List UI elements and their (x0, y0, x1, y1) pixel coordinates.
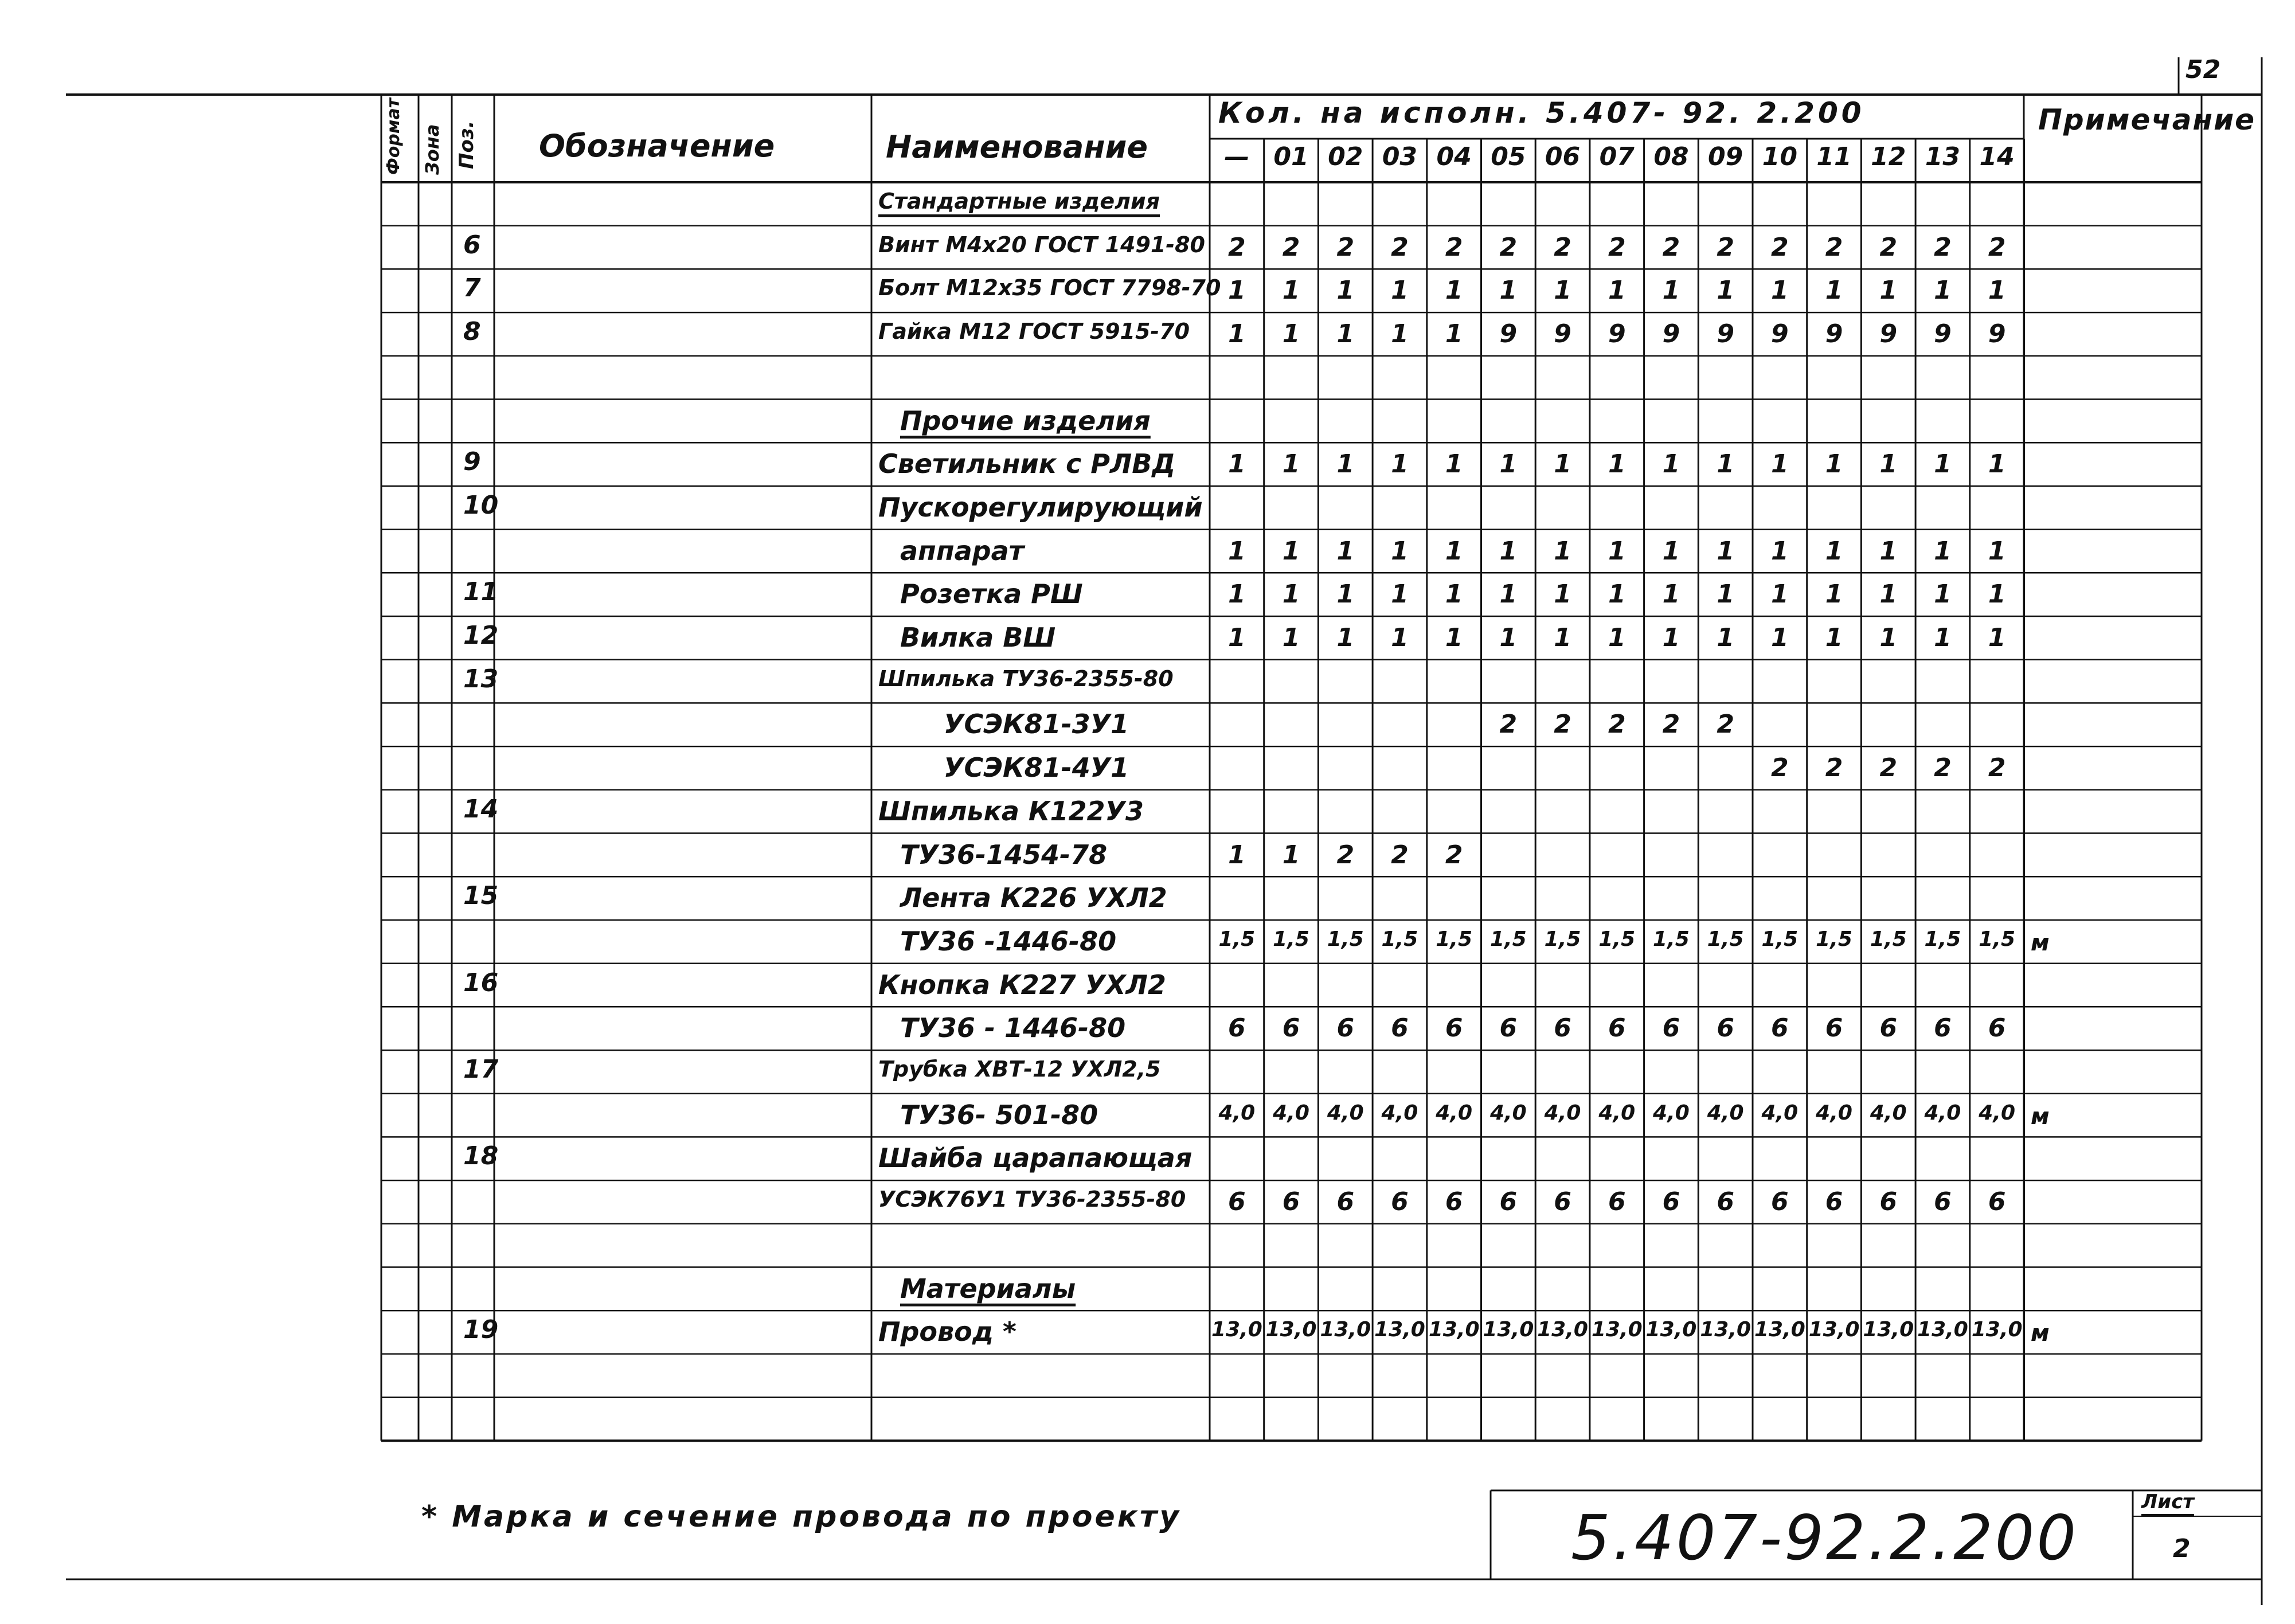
qty-cell: 2 (1662, 710, 1680, 739)
qty-cell: 1 (1934, 623, 1952, 652)
qty-cell: 6 (1717, 1187, 1734, 1217)
qty-cell: 1 (1554, 580, 1571, 609)
header-qty-title: Кол. на исполн. 5.407- 92. 2.200 (1218, 96, 1865, 130)
variant-02: 02 (1328, 142, 1363, 171)
qty-cell: 1 (1988, 536, 2006, 566)
qty-cell: 2 (1445, 840, 1463, 870)
section-heading: Материалы (900, 1273, 1076, 1304)
qty-cell: 13,0 (1971, 1318, 2023, 1342)
qty-cell: 6 (1608, 1013, 1626, 1043)
qty-cell: 1 (1879, 449, 1898, 479)
qty-cell: 2 (1825, 753, 1843, 783)
qty-cell: 1 (1445, 536, 1463, 566)
qty-cell: 9 (1662, 319, 1680, 349)
qty-cell: 9 (1988, 319, 2006, 349)
qty-cell: 1 (1934, 449, 1952, 479)
variant-01: 01 (1273, 142, 1309, 171)
qty-cell: 1 (1228, 319, 1246, 349)
qty-cell: 1,5 (1273, 927, 1309, 951)
qty-cell: 1 (1391, 580, 1409, 609)
qty-cell: 4,0 (1707, 1101, 1744, 1125)
qty-cell: 1 (1825, 449, 1843, 479)
qty-cell: 2 (1445, 232, 1463, 262)
qty-cell: 2 (1554, 232, 1571, 262)
qty-cell: 13,0 (1700, 1318, 1751, 1342)
section-heading: Стандартные изделия (878, 189, 1160, 214)
qty-cell: 2 (1717, 710, 1734, 739)
item-name: Провод * (878, 1316, 1016, 1348)
qty-cell: 6 (1499, 1013, 1518, 1043)
qty-cell: 6 (1228, 1013, 1246, 1043)
qty-cell: 2 (1499, 710, 1518, 739)
qty-cell: 1 (1662, 623, 1680, 652)
qty-cell: 2 (1554, 710, 1571, 739)
qty-cell: 1,5 (1816, 927, 1852, 951)
qty-cell: 13,0 (1211, 1318, 1262, 1342)
qty-cell: 13,0 (1537, 1318, 1588, 1342)
qty-cell: 6 (1934, 1013, 1952, 1043)
qty-cell: 1 (1336, 623, 1355, 652)
qty-cell: 9 (1934, 319, 1952, 349)
qty-cell: 13,0 (1374, 1318, 1425, 1342)
qty-cell: 1 (1445, 449, 1463, 479)
qty-cell: 6 (1608, 1187, 1626, 1217)
qty-cell: 1 (1988, 449, 2006, 479)
qty-cell: 1 (1336, 276, 1355, 306)
qty-cell: 1 (1391, 276, 1409, 306)
item-name: Лента К226 УХЛ2 (900, 882, 1167, 914)
item-name: Светильник с РЛВД (878, 448, 1176, 480)
qty-cell: 1 (1825, 536, 1843, 566)
item-name: Вилка ВШ (900, 622, 1056, 653)
qty-cell: 6 (1662, 1013, 1680, 1043)
qty-cell: 2 (1771, 232, 1789, 262)
qty-cell: 6 (1825, 1013, 1843, 1043)
qty-cell: 1 (1717, 536, 1734, 566)
qty-cell: 2 (1934, 232, 1952, 262)
qty-cell: 1 (1879, 276, 1898, 306)
qty-cell: 2 (1879, 753, 1898, 783)
qty-cell: 13,0 (1591, 1318, 1643, 1342)
qty-cell: 1 (1662, 449, 1680, 479)
qty-cell: 4,0 (1381, 1101, 1418, 1125)
qty-cell: 1 (1228, 580, 1246, 609)
qty-cell: 1 (1228, 840, 1246, 870)
variant-13: 13 (1925, 142, 1961, 171)
qty-cell: 1 (1608, 449, 1626, 479)
qty-cell: 13,0 (1917, 1318, 1968, 1342)
qty-cell: 4,0 (1979, 1101, 2016, 1125)
qty-cell: 1 (1554, 623, 1571, 652)
qty-cell: 6 (1934, 1187, 1952, 1217)
qty-cell: 1 (1445, 623, 1463, 652)
document-code: 5.407-92.2.200 (1571, 1502, 2079, 1574)
section-heading: Прочие изделия (900, 405, 1151, 436)
variant-07: 07 (1599, 142, 1635, 171)
item-name: УСЭК81-4У1 (944, 752, 1129, 784)
qty-cell: 1,5 (1436, 927, 1473, 951)
row-pos: 17 (463, 1055, 499, 1084)
item-name: Розетка РШ (900, 578, 1083, 610)
qty-cell: 1 (1228, 623, 1246, 652)
qty-cell: 6 (1336, 1013, 1355, 1043)
qty-cell: 1,5 (1489, 927, 1527, 951)
qty-cell: 6 (1879, 1013, 1898, 1043)
qty-cell: 4,0 (1653, 1101, 1690, 1125)
qty-cell: 13,0 (1754, 1318, 1805, 1342)
variant-10: 10 (1762, 142, 1797, 171)
qty-cell: 2 (1771, 753, 1789, 783)
qty-cell: 1 (1336, 319, 1355, 349)
item-name: Трубка ХВТ-12 УХЛ2,5 (878, 1056, 1161, 1082)
qty-cell: 1 (1662, 536, 1680, 566)
qty-cell: 1 (1934, 536, 1952, 566)
row-pos: 12 (463, 621, 499, 650)
qty-cell: 4,0 (1436, 1101, 1473, 1125)
qty-cell: 6 (1391, 1187, 1409, 1217)
qty-cell: 4,0 (1327, 1101, 1364, 1125)
footnote: * Марка и сечение провода по проекту (421, 1500, 1182, 1534)
qty-cell: 2 (1391, 232, 1409, 262)
item-name: Шпилька ТУ36-2355-80 (878, 666, 1174, 691)
qty-cell: 4,0 (1924, 1101, 1961, 1125)
qty-cell: 2 (1717, 232, 1734, 262)
qty-cell: 2 (1988, 753, 2006, 783)
qty-cell: 9 (1554, 319, 1571, 349)
qty-cell: 1 (1771, 536, 1789, 566)
qty-cell: 4,0 (1761, 1101, 1799, 1125)
item-name: Пускорегулирующий (878, 491, 1203, 523)
qty-cell: 9 (1771, 319, 1789, 349)
qty-cell: 13,0 (1483, 1318, 1534, 1342)
row-note: м (2031, 1320, 2050, 1347)
qty-cell: 1 (1879, 536, 1898, 566)
variant-06: 06 (1545, 142, 1581, 171)
qty-cell: 1 (1608, 536, 1626, 566)
qty-cell: 1 (1608, 623, 1626, 652)
variant-05: 05 (1491, 142, 1526, 171)
qty-cell: 1 (1499, 536, 1518, 566)
qty-cell: 1 (1391, 536, 1409, 566)
qty-cell: 1 (1988, 276, 2006, 306)
header-designation: Обозначение (539, 128, 775, 164)
header-zone: Зона (421, 124, 443, 175)
item-name: Гайка М12 ГОСТ 5915-70 (878, 319, 1190, 345)
qty-cell: 6 (1662, 1187, 1680, 1217)
variant-09: 09 (1708, 142, 1743, 171)
qty-cell: 2 (1228, 232, 1246, 262)
qty-cell: 1 (1228, 449, 1246, 479)
qty-cell: 1 (1228, 536, 1246, 566)
qty-cell: 6 (1771, 1187, 1789, 1217)
qty-cell: 1 (1771, 580, 1789, 609)
qty-cell: 1 (1554, 536, 1571, 566)
qty-cell: 1 (1336, 580, 1355, 609)
item-name: ТУ36 -1446-80 (900, 925, 1117, 957)
qty-cell: 1,5 (1653, 927, 1690, 951)
qty-cell: 1 (1608, 580, 1626, 609)
row-pos: 9 (463, 447, 481, 477)
variant-base: — (1224, 142, 1250, 171)
qty-cell: 1 (1771, 623, 1789, 652)
qty-cell: 1 (1282, 580, 1300, 609)
qty-cell: 6 (1554, 1187, 1571, 1217)
row-pos: 14 (463, 794, 499, 824)
qty-cell: 1 (1282, 623, 1300, 652)
item-name: ТУ36 - 1446-80 (900, 1012, 1126, 1044)
qty-cell: 1 (1282, 319, 1300, 349)
qty-cell: 1 (1282, 840, 1300, 870)
qty-cell: 2 (1608, 232, 1626, 262)
qty-cell: 4,0 (1273, 1101, 1309, 1125)
row-pos: 13 (463, 664, 499, 694)
qty-cell: 13,0 (1428, 1318, 1480, 1342)
variant-08: 08 (1653, 142, 1689, 171)
qty-cell: 6 (1879, 1187, 1898, 1217)
qty-cell: 2 (1934, 753, 1952, 783)
qty-cell: 4,0 (1870, 1101, 1907, 1125)
qty-cell: 1,5 (1218, 927, 1256, 951)
qty-cell: 1 (1336, 449, 1355, 479)
qty-cell: 4,0 (1489, 1101, 1527, 1125)
sheet-number: 2 (2173, 1534, 2191, 1563)
qty-cell: 1 (1228, 276, 1246, 306)
item-name: Винт М4х20 ГОСТ 1491-80 (878, 232, 1205, 257)
sheet-label: Лист (2141, 1490, 2194, 1513)
item-name: аппарат (900, 535, 1025, 566)
row-pos: 8 (463, 317, 481, 347)
page-number: 52 (2185, 55, 2221, 84)
qty-cell: 1 (1282, 449, 1300, 479)
qty-cell: 1,5 (1761, 927, 1799, 951)
item-name: Шайба царапающая (878, 1142, 1193, 1174)
qty-cell: 1 (1988, 580, 2006, 609)
qty-cell: 13,0 (1645, 1318, 1697, 1342)
qty-cell: 2 (1336, 840, 1355, 870)
qty-cell: 1,5 (1327, 927, 1364, 951)
qty-cell: 9 (1608, 319, 1626, 349)
qty-cell: 9 (1825, 319, 1843, 349)
qty-cell: 1 (1499, 580, 1518, 609)
qty-cell: 6 (1771, 1013, 1789, 1043)
qty-cell: 1 (1825, 276, 1843, 306)
qty-cell: 2 (1282, 232, 1300, 262)
qty-cell: 1 (1445, 276, 1463, 306)
qty-cell: 1 (1445, 319, 1463, 349)
qty-cell: 1 (1282, 536, 1300, 566)
qty-cell: 1 (1499, 276, 1518, 306)
qty-cell: 9 (1879, 319, 1898, 349)
qty-cell: 1 (1934, 276, 1952, 306)
qty-cell: 1 (1608, 276, 1626, 306)
qty-cell: 6 (1499, 1187, 1518, 1217)
qty-cell: 6 (1988, 1013, 2006, 1043)
qty-cell: 13,0 (1265, 1318, 1317, 1342)
qty-cell: 6 (1445, 1187, 1463, 1217)
qty-cell: 13,0 (1863, 1318, 1914, 1342)
qty-cell: 1,5 (1979, 927, 2016, 951)
variant-11: 11 (1816, 142, 1852, 171)
qty-cell: 1 (1825, 580, 1843, 609)
variant-12: 12 (1871, 142, 1906, 171)
item-name: Болт М12х35 ГОСТ 7798-70 (878, 275, 1221, 301)
qty-cell: 2 (1825, 232, 1843, 262)
qty-cell: 2 (1499, 232, 1518, 262)
qty-cell: 1 (1391, 623, 1409, 652)
qty-cell: 1 (1554, 449, 1571, 479)
qty-cell: 4,0 (1544, 1101, 1581, 1125)
qty-cell: 13,0 (1808, 1318, 1860, 1342)
qty-cell: 2 (1391, 840, 1409, 870)
variant-03: 03 (1382, 142, 1418, 171)
qty-cell: 1 (1391, 449, 1409, 479)
qty-cell: 1 (1445, 580, 1463, 609)
item-name: Шпилька К122У3 (878, 795, 1144, 827)
qty-cell: 1,5 (1544, 927, 1581, 951)
qty-cell: 6 (1445, 1013, 1463, 1043)
header-note: Примечание (2038, 103, 2256, 136)
qty-cell: 1,5 (1381, 927, 1418, 951)
variant-14: 14 (1979, 142, 2015, 171)
qty-cell: 6 (1717, 1013, 1734, 1043)
qty-cell: 2 (1336, 232, 1355, 262)
qty-cell: 1,5 (1598, 927, 1636, 951)
row-pos: 6 (463, 230, 481, 260)
qty-cell: 4,0 (1598, 1101, 1636, 1125)
row-pos: 10 (463, 490, 499, 520)
row-pos: 19 (463, 1315, 499, 1345)
qty-cell: 6 (1825, 1187, 1843, 1217)
qty-cell: 1 (1879, 580, 1898, 609)
qty-cell: 4,0 (1218, 1101, 1256, 1125)
qty-cell: 1 (1771, 449, 1789, 479)
qty-cell: 6 (1391, 1013, 1409, 1043)
row-note: м (2031, 929, 2050, 956)
qty-cell: 1 (1391, 319, 1409, 349)
qty-cell: 1 (1499, 449, 1518, 479)
qty-cell: 9 (1499, 319, 1518, 349)
qty-cell: 6 (1554, 1013, 1571, 1043)
qty-cell: 2 (1988, 232, 2006, 262)
header-format: Формат (384, 98, 404, 175)
qty-cell: 2 (1608, 710, 1626, 739)
item-name: ТУ36-1454-78 (900, 839, 1108, 870)
qty-cell: 1 (1662, 580, 1680, 609)
qty-cell: 9 (1717, 319, 1734, 349)
variant-04: 04 (1436, 142, 1472, 171)
qty-cell: 1,5 (1924, 927, 1961, 951)
item-name: Кнопка К227 УХЛ2 (878, 969, 1166, 1000)
row-pos: 16 (463, 968, 499, 997)
item-name: УСЭК76У1 ТУ36-2355-80 (878, 1187, 1186, 1212)
qty-cell: 6 (1282, 1013, 1300, 1043)
item-name: УСЭК81-3У1 (944, 709, 1129, 740)
qty-cell: 1 (1771, 276, 1789, 306)
qty-cell: 4,0 (1816, 1101, 1852, 1125)
row-pos: 11 (463, 577, 499, 607)
qty-cell: 6 (1336, 1187, 1355, 1217)
qty-cell: 1 (1282, 276, 1300, 306)
qty-cell: 1 (1336, 536, 1355, 566)
row-pos: 18 (463, 1141, 499, 1171)
qty-cell: 1,5 (1707, 927, 1744, 951)
qty-cell: 1 (1717, 623, 1734, 652)
qty-cell: 13,0 (1320, 1318, 1371, 1342)
row-pos: 15 (463, 881, 499, 911)
qty-cell: 6 (1228, 1187, 1246, 1217)
qty-cell: 2 (1879, 232, 1898, 262)
header-name: Наименование (886, 129, 1148, 165)
qty-cell: 2 (1662, 232, 1680, 262)
qty-cell: 1,5 (1870, 927, 1907, 951)
qty-cell: 1 (1662, 276, 1680, 306)
qty-cell: 1 (1879, 623, 1898, 652)
qty-cell: 6 (1988, 1187, 2006, 1217)
qty-cell: 6 (1282, 1187, 1300, 1217)
row-note: м (2031, 1103, 2050, 1130)
qty-cell: 1 (1934, 580, 1952, 609)
qty-cell: 1 (1717, 449, 1734, 479)
qty-cell: 1 (1499, 623, 1518, 652)
qty-cell: 1 (1717, 276, 1734, 306)
qty-cell: 1 (1825, 623, 1843, 652)
item-name: ТУ36- 501-80 (900, 1099, 1098, 1130)
qty-cell: 1 (1988, 623, 2006, 652)
header-pos: Поз. (455, 120, 478, 169)
row-pos: 7 (463, 273, 481, 303)
qty-cell: 1 (1554, 276, 1571, 306)
qty-cell: 1 (1717, 580, 1734, 609)
